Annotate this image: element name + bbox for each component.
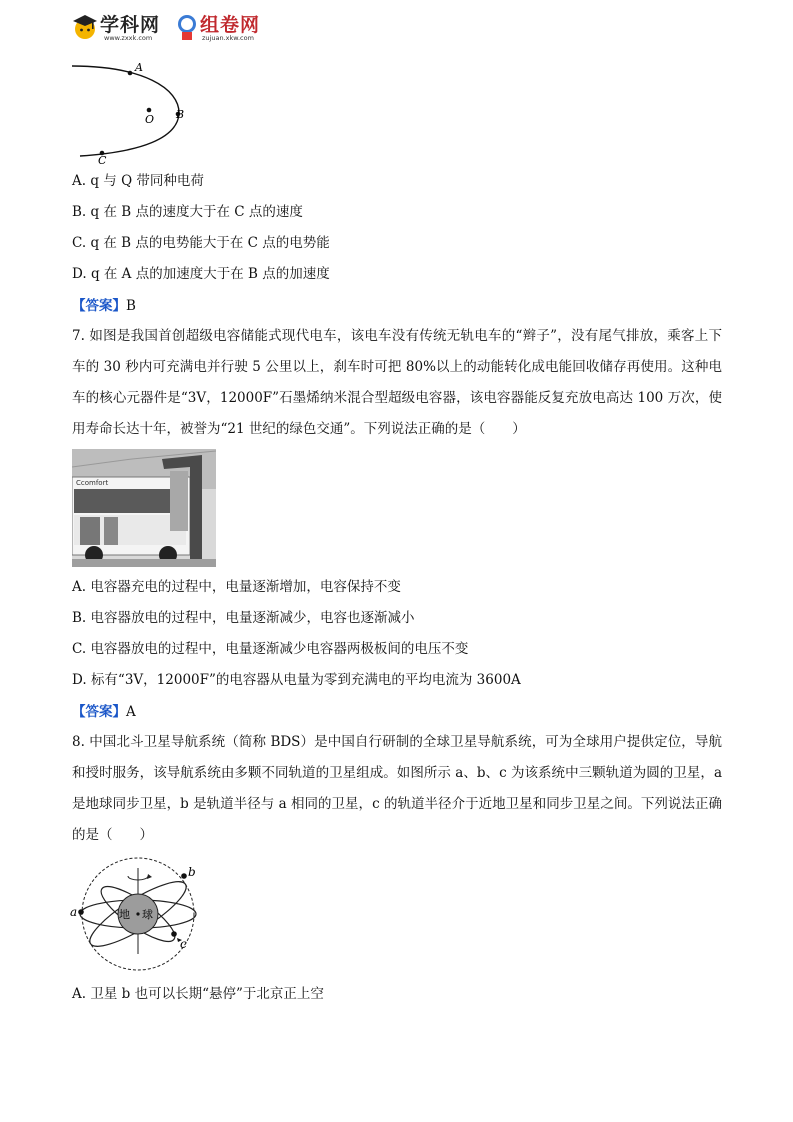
trajectory-curve — [72, 66, 179, 156]
label-sat-a: a — [70, 905, 78, 919]
xuekewang-url: www.zxxk.com — [104, 34, 153, 42]
electric-bus-photo — [72, 449, 216, 567]
xuekewang-logo-icon — [72, 12, 98, 42]
q6-option-d: D. q 在 A 点的加速度大于在 B 点的加速度 — [72, 266, 330, 282]
q7-option-b: B. 电容器放电的过程中，电量逐渐减少，电容也逐渐减小 — [72, 610, 415, 626]
label-b: B — [176, 108, 185, 121]
point-a — [128, 71, 133, 76]
label-o: O — [145, 113, 155, 126]
q7-option-a: A. 电容器充电的过程中，电量逐渐增加，电容保持不变 — [72, 579, 401, 595]
q6-answer: 【答案】B — [72, 298, 136, 314]
bus-brand-text: Ccomfort — [76, 479, 109, 487]
label-sat-c: c — [180, 937, 187, 951]
zujuanwang-logo-text: 组卷网 — [200, 14, 261, 36]
q7-answer: 【答案】A — [72, 704, 136, 720]
q6-option-c: C. q 在 B 点的电势能大于在 C 点的电势能 — [72, 235, 330, 251]
earth-label-2: 球 — [142, 908, 153, 921]
q7-option-d: D. 标有“3V，12000F”的电容器从电量为零到充满电的平均电流为 3600A — [72, 672, 521, 688]
q8-option-a: A. 卫星 b 也可以长期“悬停”于北京正上空 — [72, 986, 324, 1002]
zujuanwang-logo-icon — [175, 12, 199, 42]
trajectory-figure — [72, 58, 192, 166]
zujuanwang-url: zujuan.xkw.com — [202, 34, 254, 42]
xuekewang-logo-text: 学科网 — [100, 14, 161, 36]
q7-stem: 7. 如图是我国首创超级电容储能式现代电车，该电车没有传统无轨电车的“辫子”，没有尾气排放，乘客上下车的 30 秒内可充满电并行驶 5 公里以上，刹车时可把 80%以上的动能转化成电能回收储存再使用。这种电车的核心元器件是“3V，12000F”石墨烯纳米混合型超级电容器，该电容器能反复充放电高达 100 万次，使用寿命长达十年，被誉为“21 世纪的绿色交通”。下列说法正确的是（ ） — [72, 328, 722, 437]
q8-stem: 8. 中国北斗卫星导航系统（简称 BDS）是中国自行研制的全球卫星导航系统，可为全球用户提供定位，导航和授时服务，该导航系统由多颗不同轨道的卫星组成。如图所示 a、b、c 为该系统中三颗轨道为圆的卫星，a 是地球同步卫星，b 是轨道半径与 a 相同的卫星，c 的轨道半径介于近地卫星和同步卫星之间。下列说法正确的是（ ） — [72, 734, 722, 843]
q7-option-c: C. 电容器放电的过程中，电量逐渐减少电容器两极板间的电压不变 — [72, 641, 469, 657]
q6-option-b: B. q 在 B 点的速度大于在 C 点的速度 — [72, 204, 303, 220]
label-sat-b: b — [188, 865, 196, 879]
label-a: A — [135, 61, 143, 74]
earth-label-1: 地 — [119, 908, 130, 921]
satellite-orbit-figure — [70, 854, 210, 974]
label-c: C — [98, 154, 107, 166]
q6-option-a: A. q 与 Q 带同种电荷 — [72, 173, 204, 189]
point-o — [147, 108, 152, 113]
satellite-a — [78, 909, 84, 915]
header — [72, 10, 272, 46]
satellite-c — [171, 931, 177, 937]
satellite-b — [181, 873, 187, 879]
